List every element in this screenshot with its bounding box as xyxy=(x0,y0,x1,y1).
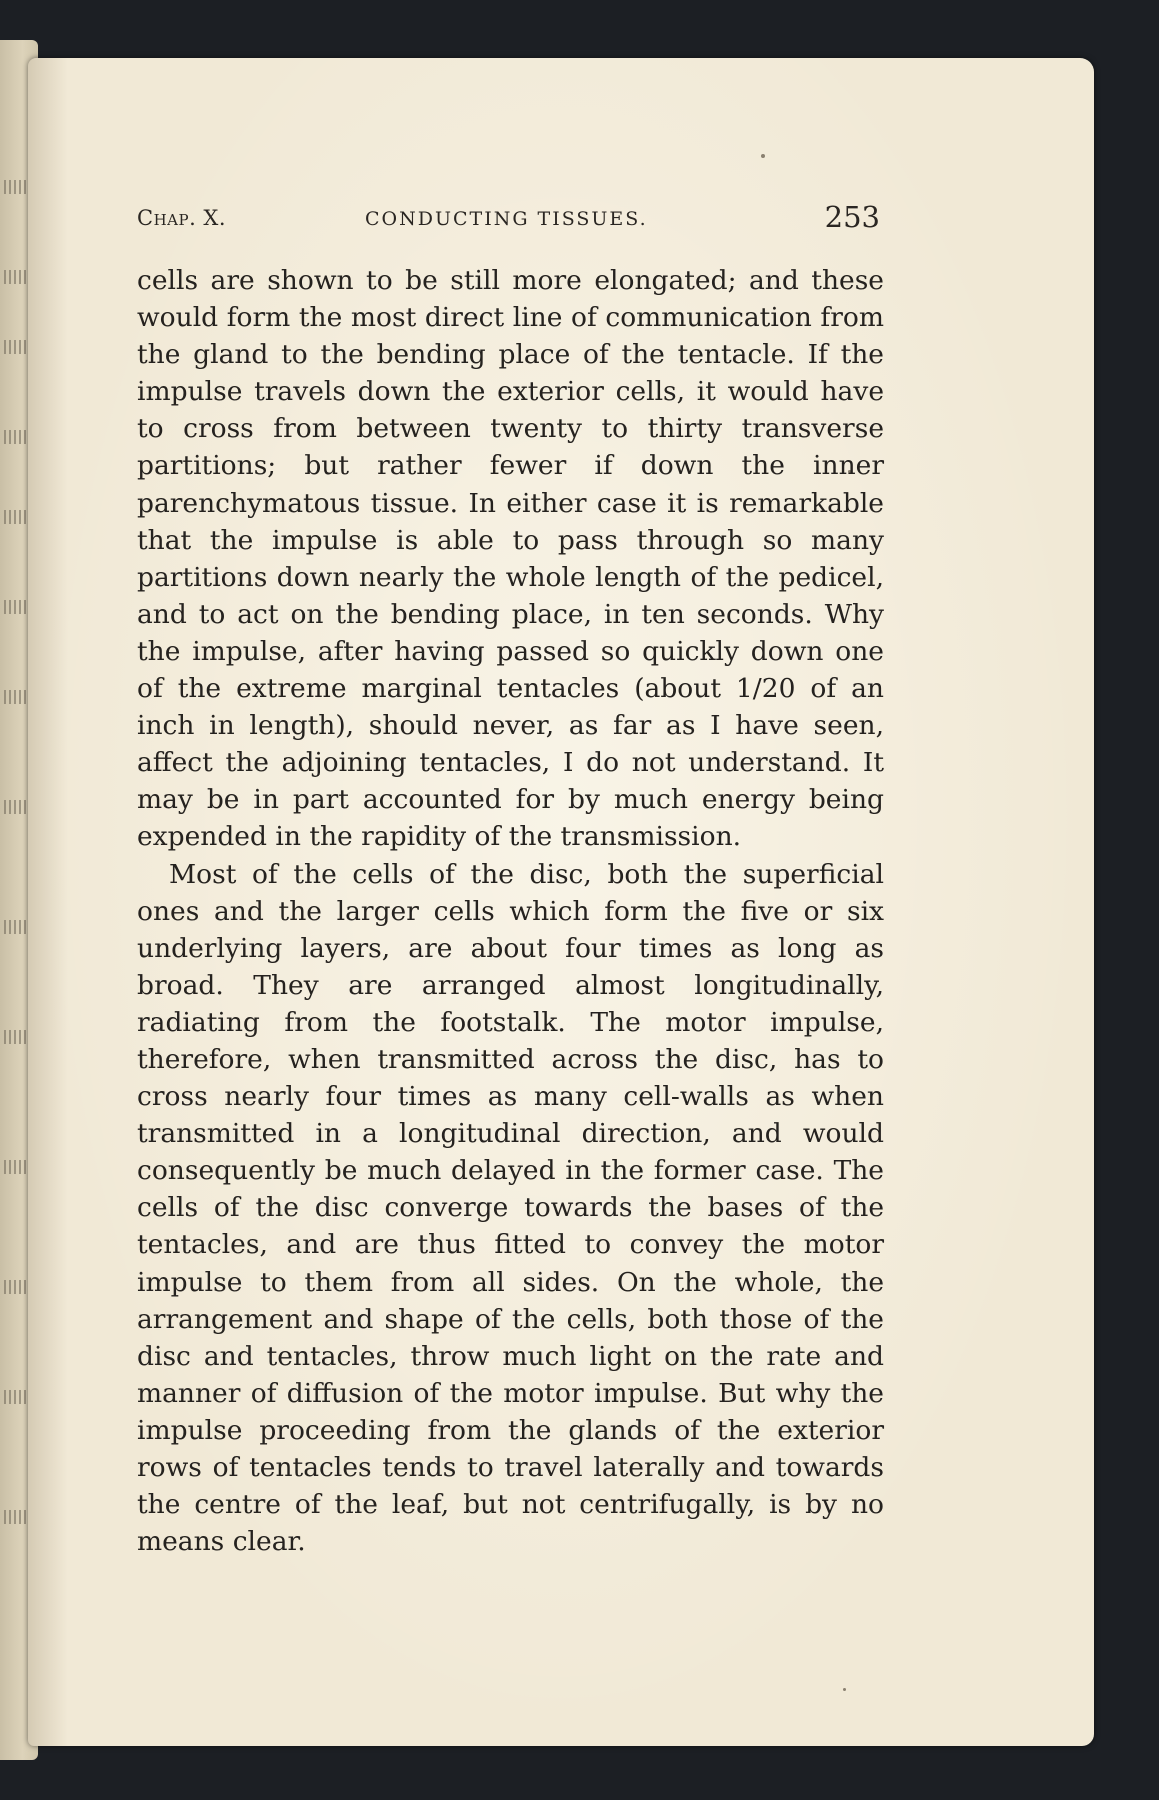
paragraph: cells are shown to be still more elongated; and these would form the most direct line of communication from the gland to the bending place of the tentacle. If the impulse travels down the exterior cells, it would have to cross from between twenty to thirty transverse partitions; but rather fewer if down the inner parenchymatous tissue. In either case it is remarkable that the impulse is able to pass through so many partitions down nearly the whole length of the pedicel, and to act on the bending place, in ten seconds. Why the impulse, after having passed so quickly down one of the extreme marginal tentacles (about 1/20 of an inch in length), should never, as far as I have seen, affect the adjoining tentacles, I do not understand. It may be in part accounted for by much energy being expended in the rapidity of the transmission. xyxy=(137,265,884,853)
show-through-mark xyxy=(4,600,28,614)
page-number: 253 xyxy=(824,200,880,234)
chapter-title: CONDUCTING TISSUES. xyxy=(365,208,648,230)
show-through-mark xyxy=(4,800,28,814)
show-through-mark xyxy=(4,920,28,934)
show-through-mark xyxy=(4,1280,28,1294)
show-through-mark xyxy=(4,430,28,444)
paper-speck xyxy=(761,154,765,158)
show-through-mark xyxy=(4,270,28,284)
show-through-mark xyxy=(4,1030,28,1044)
show-through-mark xyxy=(4,510,28,524)
body-text xyxy=(137,262,884,1560)
paper-speck xyxy=(843,1688,846,1691)
running-head xyxy=(137,200,880,240)
show-through-mark xyxy=(4,1160,28,1174)
show-through-mark xyxy=(4,1510,28,1524)
chapter-label: Chap. X. xyxy=(137,206,227,230)
paragraph: Most of the cells of the disc, both the superficial ones and the larger cells which form the five or six underlying layers, are about four times as long as broad. They are arranged almost longitudinally, radiating from the footstalk. The motor impulse, therefore, when transmitted across the disc, has to cross nearly four times as many cell-walls as when transmitted in a longitudinal direction, and would consequently be much delayed in the former case. The cells of the disc converge towards the bases of the tentacles, and are thus fitted to convey the motor impulse to them from all sides. On the whole, the arrangement and shape of the cells, both those of the disc and tentacles, throw much light on the rate and manner of diffusion of the motor impulse. But why the impulse proceeding from the glands of the exterior rows of tentacles tends to travel laterally and towards the centre of the leaf, but not centrifugally, is by no means clear. xyxy=(137,858,884,1558)
show-through-mark xyxy=(4,180,28,194)
show-through-mark xyxy=(4,1390,28,1404)
show-through-mark xyxy=(4,340,28,354)
show-through-mark xyxy=(4,690,28,704)
